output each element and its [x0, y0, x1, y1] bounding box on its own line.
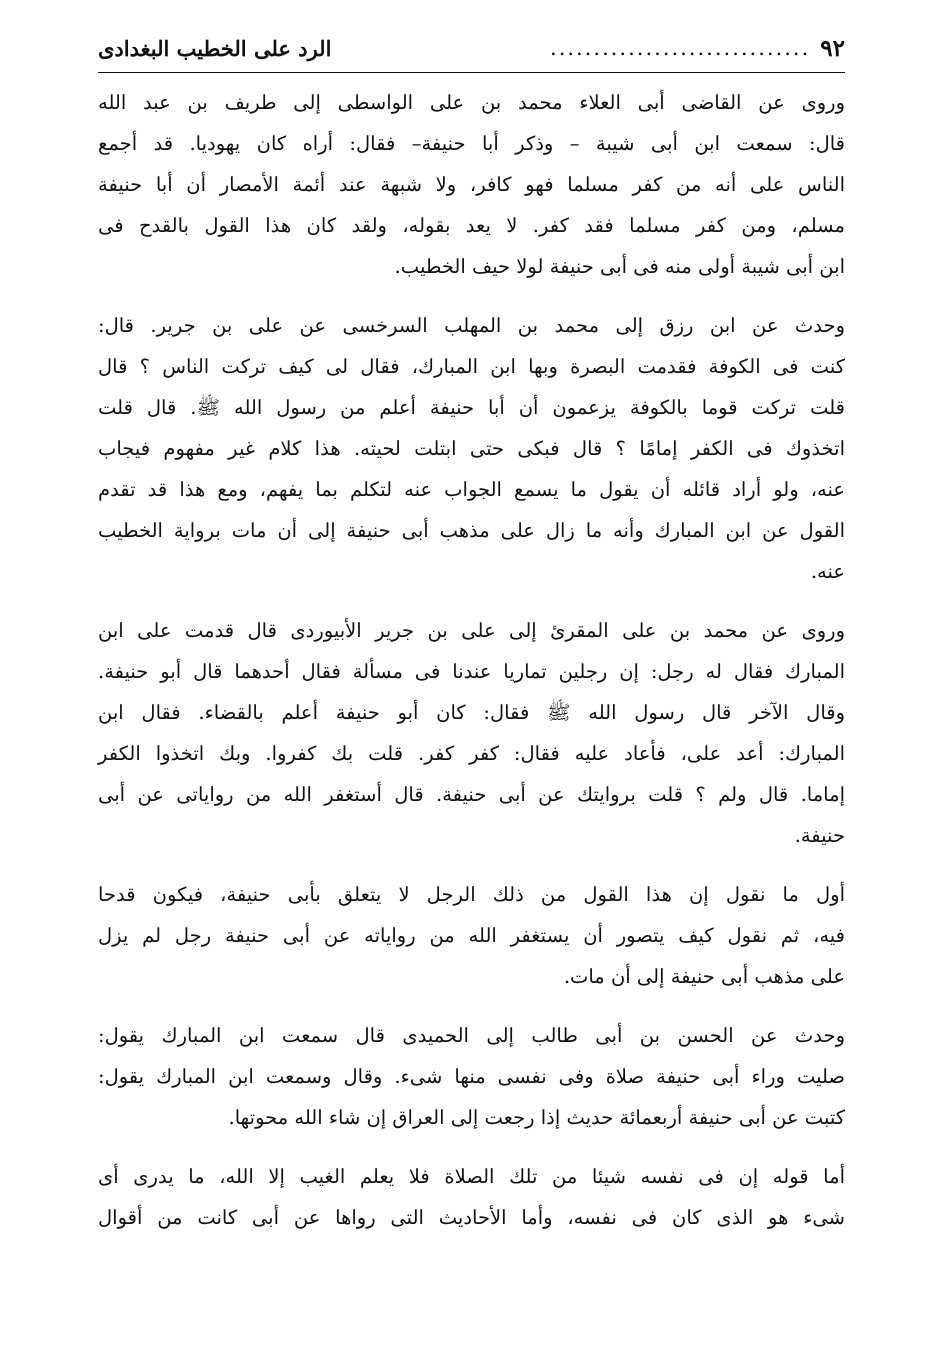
- text-line: وقال الآخر قال رسول الله ﷺ فقال: كان أبو حنيفة أعلم بالقضاء. فقال ابن: [98, 701, 845, 724]
- paragraph-2: [98, 305, 845, 592]
- text-line: المبارك: أعد على، فأعاد عليه فقال: كفر كفر. قلت بك كفروا. وبك اتخذوا الكفر: [98, 742, 845, 765]
- text-line: عنه، ولو أراد قائله أن يقول ما يسمع الجواب عنه لتكلم بما يفهم، ومع هذا قد تقدم: [98, 478, 845, 501]
- text-line: مسلم، ومن كفر مسلما فقد كفر. لا يعد بقوله، ولقد كان هذا القول بالقدح فى: [98, 214, 845, 237]
- text-line: فيه، ثم نقول كيف يتصور أن يستغفر الله من رواياته عن أبى حنيفة رجل لم يزل: [98, 924, 845, 947]
- text-line: وروى عن محمد بن على المقرئ إلى على بن جرير الأبيوردى قال قدمت على ابن: [98, 619, 845, 642]
- text-line: وحدث عن الحسن بن أبى طالب إلى الحميدى قال سمعت ابن المبارك يقول:: [98, 1024, 845, 1047]
- paragraph-6: [98, 1156, 845, 1238]
- running-header: [98, 30, 845, 66]
- text-line: القول عن ابن المبارك وأنه ما زال على مذهب أبى حنيفة إلى أن مات برواية الخطيب: [98, 519, 845, 542]
- text-line: عنه.: [810, 560, 845, 583]
- header-title: الرد على الخطيب البغدادى: [98, 35, 332, 61]
- text-line: حنيفة.: [794, 824, 845, 847]
- text-line: قال: سمعت ابن أبى شيبة – وذكر أبا حنيفة– فقال: أراه كان يهوديا. قد أجمع: [98, 132, 845, 155]
- text-line: المبارك فقال له رجل: إن رجلين تماريا عندنا فى مسألة فقال أحدهما قال أبو حنيفة.: [98, 660, 845, 683]
- text-line: شىء هو الذى كان فى نفسه، وأما الأحاديث التى رواها عن أبى كانت من أقوال: [98, 1206, 845, 1229]
- text-line: ابن أبى شيبة أولى منه فى أبى حنيفة لولا حيف الخطيب.: [394, 255, 845, 278]
- header-dot-leader: ..............................: [550, 36, 811, 60]
- text-line: وروى عن القاضى أبى العلاء محمد بن على الواسطى إلى طريف بن عبد الله: [98, 91, 845, 114]
- text-line: وحدث عن ابن رزق إلى محمد بن المهلب السرخسى عن على بن جرير. قال:: [98, 314, 845, 337]
- text-line: قلت تركت قوما بالكوفة يزعمون أن أبا حنيفة أعلم من رسول الله ﷺ. قال قلت: [98, 396, 845, 419]
- paragraph-1: [98, 82, 845, 287]
- paragraph-3: [98, 610, 845, 856]
- header-rule: [98, 72, 845, 73]
- text-line: أول ما نقول إن هذا القول من ذلك الرجل لا يتعلق بأبى حنيفة، فيكون قدحا: [98, 883, 845, 906]
- text-line: كنت فى الكوفة فقدمت البصرة وبها ابن المبارك، فقال لى كيف تركت الناس ؟ قال: [98, 355, 845, 378]
- text-line: الناس على أنه من كفر مسلما فهو كافر، ولا شبهة عند أئمة الأمصار أن أبا حنيفة: [98, 173, 845, 196]
- body-text: [98, 82, 845, 1256]
- text-line: إماما. قال ولم ؟ قلت بروايتك عن أبى حنيفة. قال أستغفر الله من رواياتى عن أبى: [98, 783, 845, 806]
- paragraph-4: [98, 874, 845, 997]
- text-line: على مذهب أبى حنيفة إلى أن مات.: [563, 965, 845, 988]
- text-line: اتخذوك فى الكفر إمامًا ؟ قال فبكى حتى ابتلت لحيته. هذا كلام غير مفهوم فيجاب: [98, 437, 845, 460]
- text-line: صليت وراء أبى حنيفة صلاة وفى نفسى منها شىء. وقال وسمعت ابن المبارك يقول:: [98, 1065, 845, 1088]
- text-line: كتبت عن أبى حنيفة أربعمائة حديث إذا رجعت إلى العراق إن شاء الله محوتها.: [228, 1106, 845, 1129]
- paragraph-5: [98, 1015, 845, 1138]
- page-number: ٩٢: [820, 34, 845, 62]
- text-line: أما قوله إن فى نفسه شيئا من تلك الصلاة فلا يعلم الغيب إلا الله، ما يدرى أى: [98, 1165, 845, 1188]
